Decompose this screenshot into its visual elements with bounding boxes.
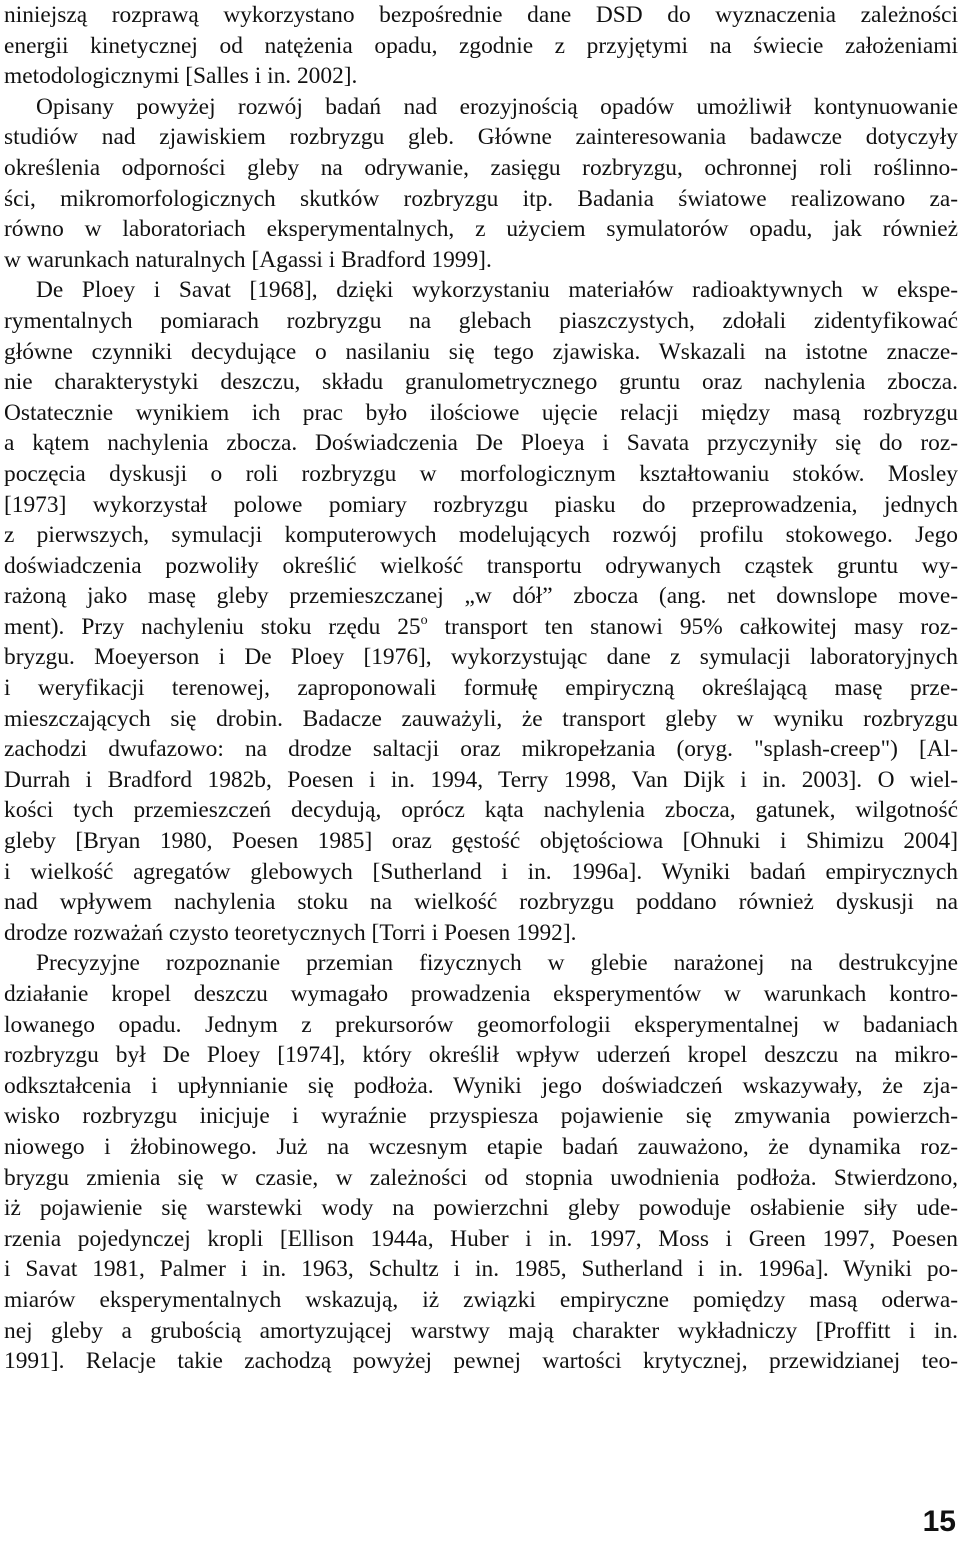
- text-line: [4, 612, 958, 643]
- text-line: [4, 642, 958, 673]
- text-line: [4, 122, 958, 153]
- text-line: [4, 367, 958, 398]
- text-line-content: bryzgu zmienia się w czasie, w zależności od stopnia uwodnienia podłoża. Stwierdzono,: [4, 1164, 958, 1191]
- text-line-content: Ostatecznie wynikiem ich prac było ilościowe ujęcie relacji między masą rozbryzgu: [4, 399, 958, 426]
- text-line: [4, 31, 958, 62]
- text-line: [4, 398, 958, 429]
- text-line-content: metodologicznymi [Salles i in. 2002].: [4, 63, 358, 90]
- text-line-content: energii kinetycznej od natężenia opadu, zgodnie z przyjętymi na świecie założeniami: [4, 32, 958, 59]
- text-line: [4, 765, 958, 796]
- text-line: [4, 581, 958, 612]
- text-line-content: drodze rozważań czysto teoretycznych [Torri i Poesen 1992].: [4, 919, 577, 946]
- text-line: [4, 826, 958, 857]
- text-line-content: lowanego opadu. Jednym z prekursorów geomorfologii eksperymentalnej w badaniach: [4, 1011, 958, 1038]
- text-line-content: z pierwszych, symulacji komputerowych modelujących rozwój profilu stokowego. Jego: [4, 522, 958, 549]
- text-line: [4, 1254, 958, 1285]
- text-line: [4, 1163, 958, 1194]
- text-line-content: nad wpływem nachylenia stoku na wielkość rozbryzgu poddano również dyskusji na: [4, 889, 958, 916]
- text-line: [4, 337, 958, 368]
- text-line-content: nie charakterystyki deszczu, składu granulometrycznego gruntu oraz nachylenia zbocza.: [4, 369, 958, 396]
- document-body: [4, 0, 958, 1377]
- text-line: [4, 245, 958, 276]
- text-line: [4, 61, 958, 92]
- text-line-content: poczęcia dyskusji o roli rozbryzgu w morfologicznym kształtowaniu stoków. Mosley: [4, 460, 958, 487]
- text-line-content: kości tych przemieszczeń decydują, oprócz kąta nachylenia zbocza, gatunek, wilgotność: [4, 797, 958, 824]
- text-line-content: doświadczenia pozwoliły określić wielkość transportu odrywanych cząstek gruntu wy-: [4, 552, 958, 579]
- text-line-content: ści, mikromorfologicznych skutków rozbryzgu itp. Badania światowe realizowano za-: [4, 185, 958, 212]
- text-line: [4, 306, 958, 337]
- text-line-content: gleby [Bryan 1980, Poesen 1985] oraz gęstość objętościowa [Ohnuki i Shimizu 2004]: [4, 828, 958, 855]
- text-line: [4, 948, 958, 979]
- text-line-content: główne czynniki decydujące o nasilaniu się tego zjawiska. Wskazali na istotne znacze-: [4, 338, 958, 365]
- text-line: [4, 459, 958, 490]
- text-line-content: zachodzi dwufazowo: na drodze saltacji oraz mikropełzania (oryg. "splash-creep") [Al-: [4, 736, 958, 763]
- text-line-continuation: transport ten stanowi 95% całkowitej masy roz-: [427, 613, 958, 640]
- text-line-content: niowego i żłobinowego. Już na wczesnym etapie badań zauważono, że dynamika roz-: [4, 1133, 958, 1160]
- text-line: [4, 1010, 958, 1041]
- text-line-content: odkształcenia i upłynnianie się podłoża. Wyniki jego doświadczeń wskazywały, że zja-: [4, 1072, 958, 1099]
- text-line: [4, 1316, 958, 1347]
- text-line: [4, 490, 958, 521]
- text-line-content: niniejszą rozprawą wykorzystano bezpośrednie dane DSD do wyznaczenia zależności: [4, 2, 958, 28]
- text-line: [4, 979, 958, 1010]
- text-line: [4, 734, 958, 765]
- text-line: [4, 1346, 958, 1377]
- text-line: [4, 795, 958, 826]
- text-line: [4, 0, 958, 31]
- text-line-content: Opisany powyżej rozwój badań nad erozyjnością opadów umożliwił kontynuowanie: [36, 93, 958, 120]
- text-line: [4, 1193, 958, 1224]
- text-line: [4, 704, 958, 735]
- text-line-content: w warunkach naturalnych [Agassi i Bradford 1999].: [4, 246, 492, 273]
- text-line-content: Precyzyjne rozpoznanie przemian fizycznych w glebie narażonej na destrukcyjne: [36, 950, 958, 977]
- text-line-content: i Savat 1981, Palmer i in. 1963, Schultz i in. 1985, Sutherland i in. 1996a]. Wyniki po-: [4, 1256, 958, 1283]
- text-line-content: mieszczających się drobin. Badacze zauważyli, że transport gleby w wyniku rozbryzgu: [4, 705, 958, 732]
- degree-superscript: o: [420, 612, 428, 629]
- text-line: [4, 520, 958, 551]
- text-line: [4, 857, 958, 888]
- text-line: [4, 673, 958, 704]
- text-line-content: ment). Przy nachyleniu stoku rzędu 25: [4, 613, 421, 640]
- text-line-content: nej gleby a grubością amortyzującej warstwy mają charakter wykładniczy [Proffitt i in.: [4, 1317, 958, 1344]
- text-line-content: rymentalnych pomiarach rozbryzgu na glebach piaszczystych, zdołali zidentyfikować: [4, 307, 958, 334]
- page-number: 15: [922, 1505, 956, 1538]
- text-line: [4, 887, 958, 918]
- text-line: [4, 1040, 958, 1071]
- text-line-content: określenia odporności gleby na odrywanie, zasięgu rozbryzgu, ochronnej roli roślinno-: [4, 154, 958, 181]
- text-line: [4, 214, 958, 245]
- text-line-content: rozbryzgu był De Ploey [1974], który określił wpływ uderzeń kropel deszczu na mikro-: [4, 1042, 958, 1069]
- text-line-content: Durrah i Bradford 1982b, Poesen i in. 1994, Terry 1998, Van Dijk i in. 2003]. O wiel-: [4, 766, 958, 793]
- text-line: [4, 92, 958, 123]
- text-line-content: rzenia pojedynczej kropli [Ellison 1944a, Huber i in. 1997, Moss i Green 1997, Poesen: [4, 1225, 958, 1252]
- text-line-content: a kątem nachylenia zbocza. Doświadczenia De Ploeya i Savata przyczyniły się do roz-: [4, 430, 958, 457]
- text-line: [4, 153, 958, 184]
- text-line-content: De Ploey i Savat [1968], dzięki wykorzystaniu materiałów radioaktywnych w ekspe-: [36, 277, 958, 304]
- text-line: [4, 1132, 958, 1163]
- text-line-content: i wielkość agregatów glebowych [Sutherland i in. 1996a]. Wyniki badań empirycznych: [4, 858, 958, 885]
- text-line: [4, 918, 958, 949]
- text-line-content: 1991]. Relacje takie zachodzą powyżej pewnej wartości krytycznej, przewidzianej teo-: [4, 1348, 958, 1375]
- text-line: [4, 184, 958, 215]
- text-line-content: i weryfikacji terenowej, zaproponowali formułę empiryczną określającą masę prze-: [4, 675, 958, 702]
- text-line-content: bryzgu. Moeyerson i De Ploey [1976], wykorzystując dane z symulacji laboratoryjnych: [4, 644, 958, 671]
- text-line: [4, 1285, 958, 1316]
- text-line-content: działanie kropel deszczu wymagało prowadzenia eksperymentów w warunkach kontro-: [4, 981, 958, 1007]
- text-line: [4, 275, 958, 306]
- text-line-content: wisko rozbryzgu inicjuje i wyraźnie przyspiesza pojawienie się zmywania powierzch-: [4, 1103, 958, 1130]
- text-line-content: rażoną jako masę gleby przemieszczanej „w dół” zbocza (ang. net downslope move-: [4, 583, 958, 610]
- text-line-content: równo w laboratoriach eksperymentalnych, z użyciem symulatorów opadu, jak również: [4, 216, 958, 243]
- text-line-content: [1973] wykorzystał polowe pomiary rozbryzgu piasku do przeprowadzenia, jednych: [4, 491, 958, 518]
- text-line: [4, 551, 958, 582]
- text-line: [4, 1101, 958, 1132]
- text-line-content: miarów eksperymentalnych wskazują, iż związki empiryczne pomiędzy masą oderwa-: [4, 1286, 958, 1313]
- text-line: [4, 1224, 958, 1255]
- text-line: [4, 1071, 958, 1102]
- text-line-content: studiów nad zjawiskiem rozbryzgu gleb. Główne zainteresowania badawcze dotyczyły: [4, 124, 958, 151]
- text-line: [4, 428, 958, 459]
- text-line-content: iż pojawienie się warstewki wody na powierzchni gleby powoduje osłabienie siły ude-: [4, 1195, 958, 1222]
